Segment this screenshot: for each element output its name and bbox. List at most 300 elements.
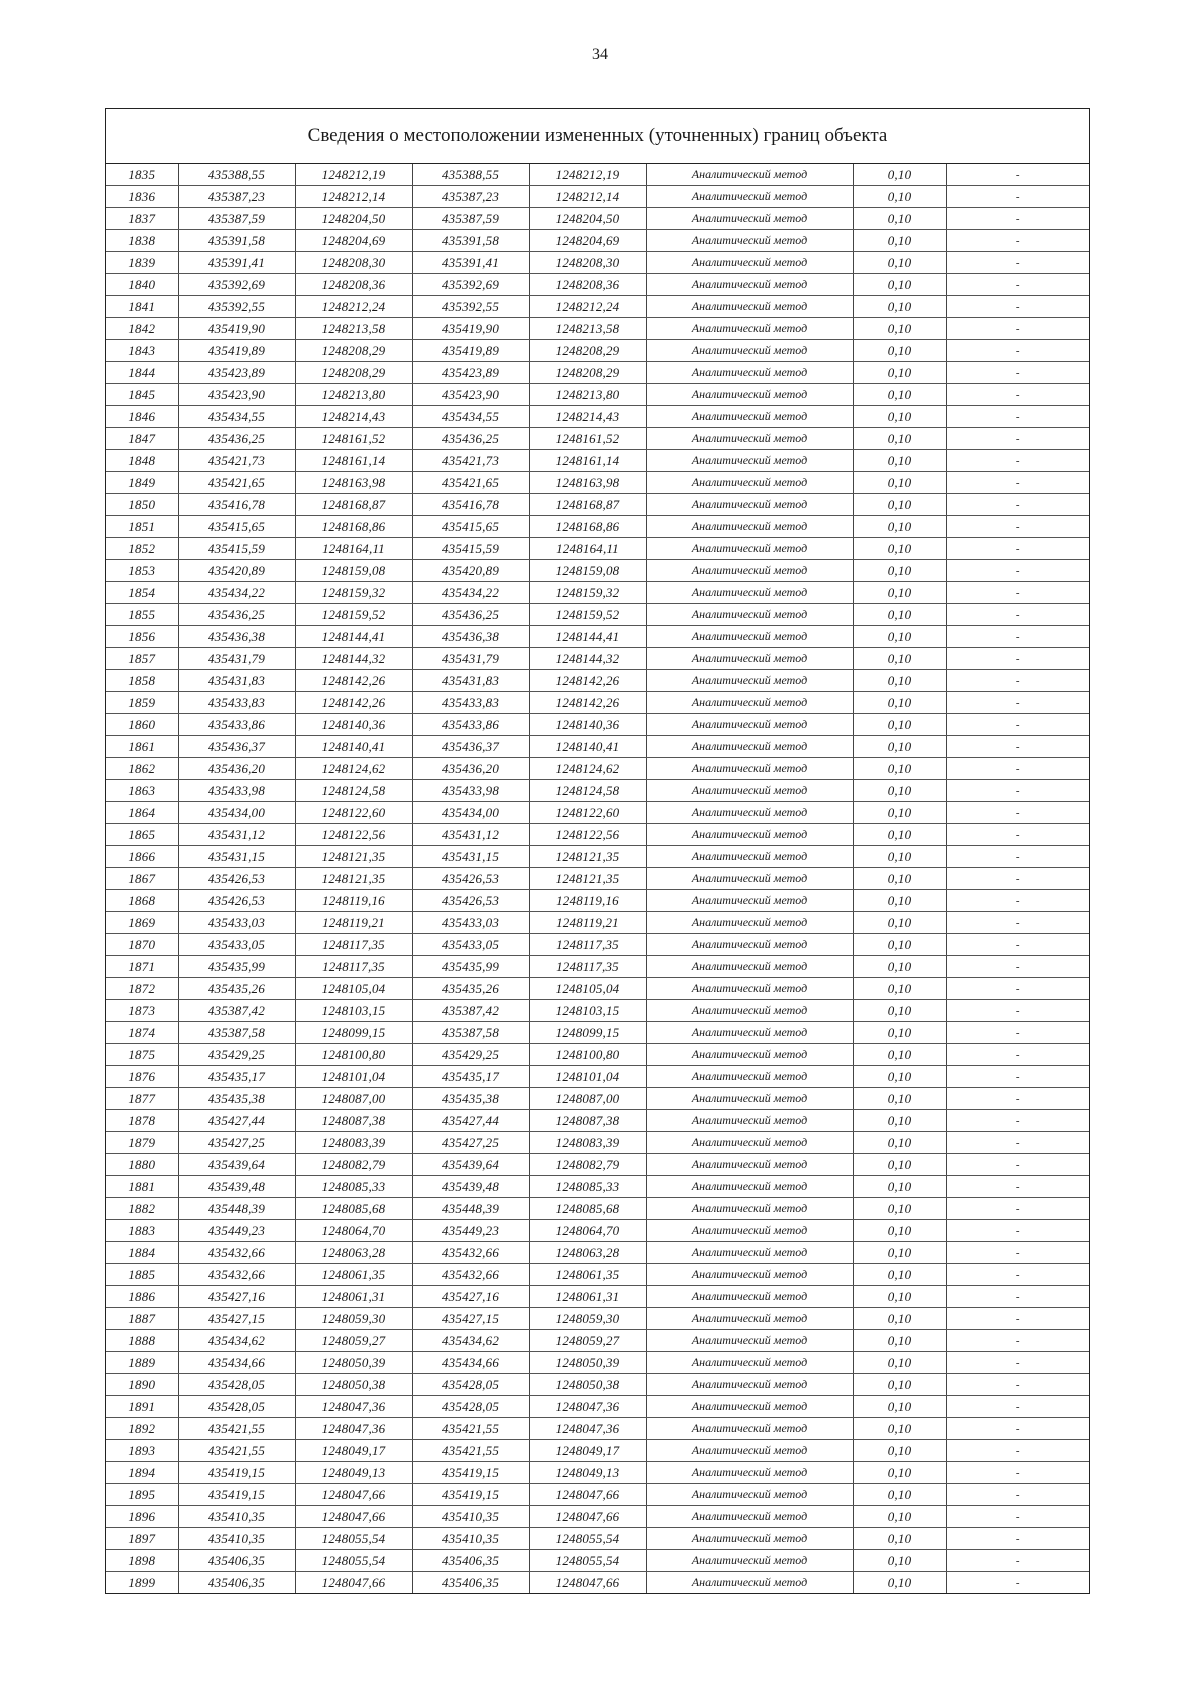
method-cell: Аналитический метод (646, 406, 853, 428)
x-existing-cell: 435421,55 (178, 1440, 295, 1462)
description-cell: - (946, 1352, 1089, 1374)
method-cell: Аналитический метод (646, 1418, 853, 1440)
point-number-cell: 1864 (106, 802, 178, 824)
x-existing-cell: 435434,66 (178, 1352, 295, 1374)
x-new-cell: 435435,26 (412, 978, 529, 1000)
x-existing-cell: 435434,00 (178, 802, 295, 824)
y-existing-cell: 1248212,24 (295, 296, 412, 318)
method-cell: Аналитический метод (646, 1308, 853, 1330)
y-new-cell: 1248168,86 (529, 516, 646, 538)
accuracy-cell: 0,10 (853, 890, 946, 912)
y-new-cell: 1248082,79 (529, 1154, 646, 1176)
point-number-cell: 1855 (106, 604, 178, 626)
y-new-cell: 1248213,58 (529, 318, 646, 340)
y-existing-cell: 1248142,26 (295, 692, 412, 714)
method-cell: Аналитический метод (646, 1066, 853, 1088)
point-number-cell: 1835 (106, 164, 178, 186)
table-row (106, 868, 1089, 890)
accuracy-cell: 0,10 (853, 1352, 946, 1374)
description-cell: - (946, 758, 1089, 780)
point-number-cell: 1854 (106, 582, 178, 604)
point-number-cell: 1887 (106, 1308, 178, 1330)
accuracy-cell: 0,10 (853, 252, 946, 274)
table-row (106, 824, 1089, 846)
y-existing-cell: 1248140,36 (295, 714, 412, 736)
x-existing-cell: 435410,35 (178, 1528, 295, 1550)
point-number-cell: 1889 (106, 1352, 178, 1374)
x-new-cell: 435423,89 (412, 362, 529, 384)
description-cell: - (946, 1220, 1089, 1242)
accuracy-cell: 0,10 (853, 428, 946, 450)
x-existing-cell: 435449,23 (178, 1220, 295, 1242)
y-existing-cell: 1248085,33 (295, 1176, 412, 1198)
y-existing-cell: 1248208,30 (295, 252, 412, 274)
y-new-cell: 1248087,00 (529, 1088, 646, 1110)
y-new-cell: 1248059,27 (529, 1330, 646, 1352)
method-cell: Аналитический метод (646, 296, 853, 318)
point-number-cell: 1883 (106, 1220, 178, 1242)
accuracy-cell: 0,10 (853, 1286, 946, 1308)
x-existing-cell: 435433,83 (178, 692, 295, 714)
x-existing-cell: 435426,53 (178, 868, 295, 890)
accuracy-cell: 0,10 (853, 1418, 946, 1440)
accuracy-cell: 0,10 (853, 1330, 946, 1352)
table-row (106, 648, 1089, 670)
accuracy-cell: 0,10 (853, 1572, 946, 1594)
x-existing-cell: 435434,22 (178, 582, 295, 604)
description-cell: - (946, 692, 1089, 714)
x-new-cell: 435421,55 (412, 1418, 529, 1440)
method-cell: Аналитический метод (646, 978, 853, 1000)
table-row (106, 1220, 1089, 1242)
table-row (106, 362, 1089, 384)
y-existing-cell: 1248049,13 (295, 1462, 412, 1484)
x-new-cell: 435426,53 (412, 868, 529, 890)
y-new-cell: 1248124,58 (529, 780, 646, 802)
description-cell: - (946, 736, 1089, 758)
method-cell: Аналитический метод (646, 1198, 853, 1220)
method-cell: Аналитический метод (646, 890, 853, 912)
y-new-cell: 1248212,19 (529, 164, 646, 186)
y-new-cell: 1248204,50 (529, 208, 646, 230)
method-cell: Аналитический метод (646, 1484, 853, 1506)
x-new-cell: 435431,83 (412, 670, 529, 692)
y-existing-cell: 1248144,32 (295, 648, 412, 670)
x-new-cell: 435415,59 (412, 538, 529, 560)
x-new-cell: 435429,25 (412, 1044, 529, 1066)
x-new-cell: 435432,66 (412, 1264, 529, 1286)
table-row (106, 1176, 1089, 1198)
description-cell: - (946, 1242, 1089, 1264)
point-number-cell: 1876 (106, 1066, 178, 1088)
y-existing-cell: 1248204,50 (295, 208, 412, 230)
point-number-cell: 1840 (106, 274, 178, 296)
y-new-cell: 1248049,17 (529, 1440, 646, 1462)
point-number-cell: 1860 (106, 714, 178, 736)
y-existing-cell: 1248047,36 (295, 1418, 412, 1440)
method-cell: Аналитический метод (646, 1506, 853, 1528)
description-cell: - (946, 516, 1089, 538)
method-cell: Аналитический метод (646, 648, 853, 670)
y-new-cell: 1248121,35 (529, 868, 646, 890)
method-cell: Аналитический метод (646, 318, 853, 340)
accuracy-cell: 0,10 (853, 340, 946, 362)
y-new-cell: 1248101,04 (529, 1066, 646, 1088)
table-row (106, 1044, 1089, 1066)
y-existing-cell: 1248212,19 (295, 164, 412, 186)
description-cell: - (946, 560, 1089, 582)
y-existing-cell: 1248122,60 (295, 802, 412, 824)
method-cell: Аналитический метод (646, 1176, 853, 1198)
y-new-cell: 1248140,41 (529, 736, 646, 758)
table-row (106, 1110, 1089, 1132)
method-cell: Аналитический метод (646, 670, 853, 692)
x-new-cell: 435415,65 (412, 516, 529, 538)
point-number-cell: 1891 (106, 1396, 178, 1418)
accuracy-cell: 0,10 (853, 956, 946, 978)
coordinates-table (106, 164, 1089, 1593)
table-row (106, 1264, 1089, 1286)
x-existing-cell: 435434,55 (178, 406, 295, 428)
y-new-cell: 1248103,15 (529, 1000, 646, 1022)
table-row (106, 164, 1089, 186)
description-cell: - (946, 1418, 1089, 1440)
accuracy-cell: 0,10 (853, 208, 946, 230)
accuracy-cell: 0,10 (853, 164, 946, 186)
y-new-cell: 1248047,66 (529, 1484, 646, 1506)
method-cell: Аналитический метод (646, 494, 853, 516)
point-number-cell: 1850 (106, 494, 178, 516)
description-cell: - (946, 604, 1089, 626)
x-new-cell: 435431,79 (412, 648, 529, 670)
y-new-cell: 1248117,35 (529, 956, 646, 978)
y-existing-cell: 1248122,56 (295, 824, 412, 846)
table-row (106, 1132, 1089, 1154)
x-existing-cell: 435432,66 (178, 1242, 295, 1264)
description-cell: - (946, 846, 1089, 868)
point-number-cell: 1893 (106, 1440, 178, 1462)
accuracy-cell: 0,10 (853, 560, 946, 582)
y-existing-cell: 1248159,32 (295, 582, 412, 604)
table-row (106, 1506, 1089, 1528)
y-existing-cell: 1248100,80 (295, 1044, 412, 1066)
description-cell: - (946, 1550, 1089, 1572)
description-cell: - (946, 1506, 1089, 1528)
y-existing-cell: 1248121,35 (295, 846, 412, 868)
method-cell: Аналитический метод (646, 1572, 853, 1594)
y-existing-cell: 1248087,00 (295, 1088, 412, 1110)
point-number-cell: 1845 (106, 384, 178, 406)
y-existing-cell: 1248064,70 (295, 1220, 412, 1242)
point-number-cell: 1869 (106, 912, 178, 934)
method-cell: Аналитический метод (646, 1440, 853, 1462)
method-cell: Аналитический метод (646, 1396, 853, 1418)
point-number-cell: 1866 (106, 846, 178, 868)
point-number-cell: 1861 (106, 736, 178, 758)
accuracy-cell: 0,10 (853, 736, 946, 758)
x-existing-cell: 435439,48 (178, 1176, 295, 1198)
y-new-cell: 1248047,66 (529, 1572, 646, 1594)
description-cell: - (946, 252, 1089, 274)
y-existing-cell: 1248082,79 (295, 1154, 412, 1176)
x-existing-cell: 435428,05 (178, 1374, 295, 1396)
accuracy-cell: 0,10 (853, 692, 946, 714)
method-cell: Аналитический метод (646, 472, 853, 494)
point-number-cell: 1872 (106, 978, 178, 1000)
description-cell: - (946, 912, 1089, 934)
table-row (106, 714, 1089, 736)
method-cell: Аналитический метод (646, 714, 853, 736)
point-number-cell: 1836 (106, 186, 178, 208)
x-new-cell: 435391,58 (412, 230, 529, 252)
method-cell: Аналитический метод (646, 384, 853, 406)
x-existing-cell: 435433,86 (178, 714, 295, 736)
table-row (106, 1022, 1089, 1044)
table-row (106, 1088, 1089, 1110)
accuracy-cell: 0,10 (853, 912, 946, 934)
description-cell: - (946, 582, 1089, 604)
y-new-cell: 1248047,36 (529, 1396, 646, 1418)
point-number-cell: 1844 (106, 362, 178, 384)
x-existing-cell: 435406,35 (178, 1572, 295, 1594)
accuracy-cell: 0,10 (853, 824, 946, 846)
y-new-cell: 1248159,32 (529, 582, 646, 604)
accuracy-cell: 0,10 (853, 1022, 946, 1044)
y-existing-cell: 1248117,35 (295, 956, 412, 978)
x-existing-cell: 435391,58 (178, 230, 295, 252)
description-cell: - (946, 1132, 1089, 1154)
y-new-cell: 1248164,11 (529, 538, 646, 560)
accuracy-cell: 0,10 (853, 1220, 946, 1242)
description-cell: - (946, 824, 1089, 846)
x-new-cell: 435436,25 (412, 428, 529, 450)
table-row (106, 758, 1089, 780)
point-number-cell: 1875 (106, 1044, 178, 1066)
point-number-cell: 1870 (106, 934, 178, 956)
method-cell: Аналитический метод (646, 252, 853, 274)
x-new-cell: 435436,20 (412, 758, 529, 780)
method-cell: Аналитический метод (646, 428, 853, 450)
table-row (106, 340, 1089, 362)
method-cell: Аналитический метод (646, 758, 853, 780)
x-new-cell: 435406,35 (412, 1572, 529, 1594)
table-row (106, 296, 1089, 318)
method-cell: Аналитический метод (646, 1132, 853, 1154)
x-existing-cell: 435387,42 (178, 1000, 295, 1022)
table-row (106, 626, 1089, 648)
x-new-cell: 435421,73 (412, 450, 529, 472)
page-number: 34 (592, 46, 608, 63)
description-cell: - (946, 428, 1089, 450)
x-existing-cell: 435435,17 (178, 1066, 295, 1088)
x-existing-cell: 435392,69 (178, 274, 295, 296)
x-new-cell: 435433,86 (412, 714, 529, 736)
description-cell: - (946, 1044, 1089, 1066)
accuracy-cell: 0,10 (853, 670, 946, 692)
method-cell: Аналитический метод (646, 582, 853, 604)
description-cell: - (946, 1000, 1089, 1022)
description-cell: - (946, 472, 1089, 494)
y-existing-cell: 1248050,38 (295, 1374, 412, 1396)
x-existing-cell: 435431,12 (178, 824, 295, 846)
y-existing-cell: 1248208,36 (295, 274, 412, 296)
table-row (106, 1484, 1089, 1506)
x-new-cell: 435434,62 (412, 1330, 529, 1352)
description-cell: - (946, 1462, 1089, 1484)
description-cell: - (946, 186, 1089, 208)
accuracy-cell: 0,10 (853, 1440, 946, 1462)
accuracy-cell: 0,10 (853, 934, 946, 956)
point-number-cell: 1886 (106, 1286, 178, 1308)
table-row (106, 1396, 1089, 1418)
description-cell: - (946, 208, 1089, 230)
y-existing-cell: 1248047,66 (295, 1506, 412, 1528)
x-existing-cell: 435427,44 (178, 1110, 295, 1132)
method-cell: Аналитический метод (646, 1088, 853, 1110)
x-new-cell: 435428,05 (412, 1396, 529, 1418)
method-cell: Аналитический метод (646, 1154, 853, 1176)
point-number-cell: 1867 (106, 868, 178, 890)
accuracy-cell: 0,10 (853, 538, 946, 560)
description-cell: - (946, 1374, 1089, 1396)
x-existing-cell: 435419,89 (178, 340, 295, 362)
x-existing-cell: 435421,73 (178, 450, 295, 472)
table-row (106, 384, 1089, 406)
table-row (106, 670, 1089, 692)
accuracy-cell: 0,10 (853, 1396, 946, 1418)
x-existing-cell: 435415,65 (178, 516, 295, 538)
method-cell: Аналитический метод (646, 362, 853, 384)
accuracy-cell: 0,10 (853, 1066, 946, 1088)
table-row (106, 318, 1089, 340)
y-new-cell: 1248117,35 (529, 934, 646, 956)
description-cell: - (946, 934, 1089, 956)
table-row (106, 846, 1089, 868)
y-new-cell: 1248105,04 (529, 978, 646, 1000)
accuracy-cell: 0,10 (853, 406, 946, 428)
x-existing-cell: 435436,20 (178, 758, 295, 780)
x-new-cell: 435419,15 (412, 1484, 529, 1506)
description-cell: - (946, 714, 1089, 736)
y-new-cell: 1248163,98 (529, 472, 646, 494)
x-existing-cell: 435431,79 (178, 648, 295, 670)
x-existing-cell: 435419,90 (178, 318, 295, 340)
table-row (106, 428, 1089, 450)
description-cell: - (946, 340, 1089, 362)
description-cell: - (946, 1066, 1089, 1088)
point-number-cell: 1871 (106, 956, 178, 978)
description-cell: - (946, 164, 1089, 186)
description-cell: - (946, 1484, 1089, 1506)
method-cell: Аналитический метод (646, 1242, 853, 1264)
x-new-cell: 435434,55 (412, 406, 529, 428)
method-cell: Аналитический метод (646, 912, 853, 934)
point-number-cell: 1849 (106, 472, 178, 494)
method-cell: Аналитический метод (646, 780, 853, 802)
x-new-cell: 435406,35 (412, 1550, 529, 1572)
point-number-cell: 1843 (106, 340, 178, 362)
y-new-cell: 1248159,08 (529, 560, 646, 582)
accuracy-cell: 0,10 (853, 1506, 946, 1528)
description-cell: - (946, 450, 1089, 472)
y-existing-cell: 1248213,58 (295, 318, 412, 340)
accuracy-cell: 0,10 (853, 714, 946, 736)
table-row (106, 1462, 1089, 1484)
description-cell: - (946, 318, 1089, 340)
y-existing-cell: 1248101,04 (295, 1066, 412, 1088)
y-existing-cell: 1248124,62 (295, 758, 412, 780)
x-new-cell: 435419,90 (412, 318, 529, 340)
x-existing-cell: 435428,05 (178, 1396, 295, 1418)
x-existing-cell: 435436,25 (178, 604, 295, 626)
table-title: Сведения о местоположении измененных (уточненных) границ объекта (106, 109, 1089, 164)
y-existing-cell: 1248119,21 (295, 912, 412, 934)
accuracy-cell: 0,10 (853, 626, 946, 648)
x-existing-cell: 435429,25 (178, 1044, 295, 1066)
x-new-cell: 435426,53 (412, 890, 529, 912)
point-number-cell: 1897 (106, 1528, 178, 1550)
method-cell: Аналитический метод (646, 868, 853, 890)
y-existing-cell: 1248164,11 (295, 538, 412, 560)
x-new-cell: 435431,15 (412, 846, 529, 868)
table-row (106, 1000, 1089, 1022)
description-cell: - (946, 274, 1089, 296)
y-new-cell: 1248140,36 (529, 714, 646, 736)
table-row (106, 1198, 1089, 1220)
description-cell: - (946, 802, 1089, 824)
y-new-cell: 1248212,24 (529, 296, 646, 318)
y-new-cell: 1248208,36 (529, 274, 646, 296)
y-existing-cell: 1248214,43 (295, 406, 412, 428)
x-new-cell: 435435,17 (412, 1066, 529, 1088)
accuracy-cell: 0,10 (853, 582, 946, 604)
table-row (106, 1154, 1089, 1176)
x-existing-cell: 435431,15 (178, 846, 295, 868)
y-existing-cell: 1248212,14 (295, 186, 412, 208)
table-row (106, 406, 1089, 428)
point-number-cell: 1858 (106, 670, 178, 692)
table-row (106, 934, 1089, 956)
accuracy-cell: 0,10 (853, 1308, 946, 1330)
point-number-cell: 1853 (106, 560, 178, 582)
y-existing-cell: 1248099,15 (295, 1022, 412, 1044)
x-new-cell: 435435,99 (412, 956, 529, 978)
accuracy-cell: 0,10 (853, 846, 946, 868)
x-existing-cell: 435427,16 (178, 1286, 295, 1308)
y-new-cell: 1248159,52 (529, 604, 646, 626)
x-new-cell: 435433,98 (412, 780, 529, 802)
y-existing-cell: 1248063,28 (295, 1242, 412, 1264)
method-cell: Аналитический метод (646, 450, 853, 472)
point-number-cell: 1895 (106, 1484, 178, 1506)
point-number-cell: 1852 (106, 538, 178, 560)
method-cell: Аналитический метод (646, 1220, 853, 1242)
description-cell: - (946, 406, 1089, 428)
description-cell: - (946, 296, 1089, 318)
accuracy-cell: 0,10 (853, 1374, 946, 1396)
table-row (106, 1242, 1089, 1264)
y-existing-cell: 1248059,27 (295, 1330, 412, 1352)
x-existing-cell: 435420,89 (178, 560, 295, 582)
y-existing-cell: 1248119,16 (295, 890, 412, 912)
x-new-cell: 435387,58 (412, 1022, 529, 1044)
y-existing-cell: 1248050,39 (295, 1352, 412, 1374)
table-row (106, 208, 1089, 230)
table-row (106, 1528, 1089, 1550)
table-row (106, 1550, 1089, 1572)
accuracy-cell: 0,10 (853, 274, 946, 296)
y-new-cell: 1248122,60 (529, 802, 646, 824)
